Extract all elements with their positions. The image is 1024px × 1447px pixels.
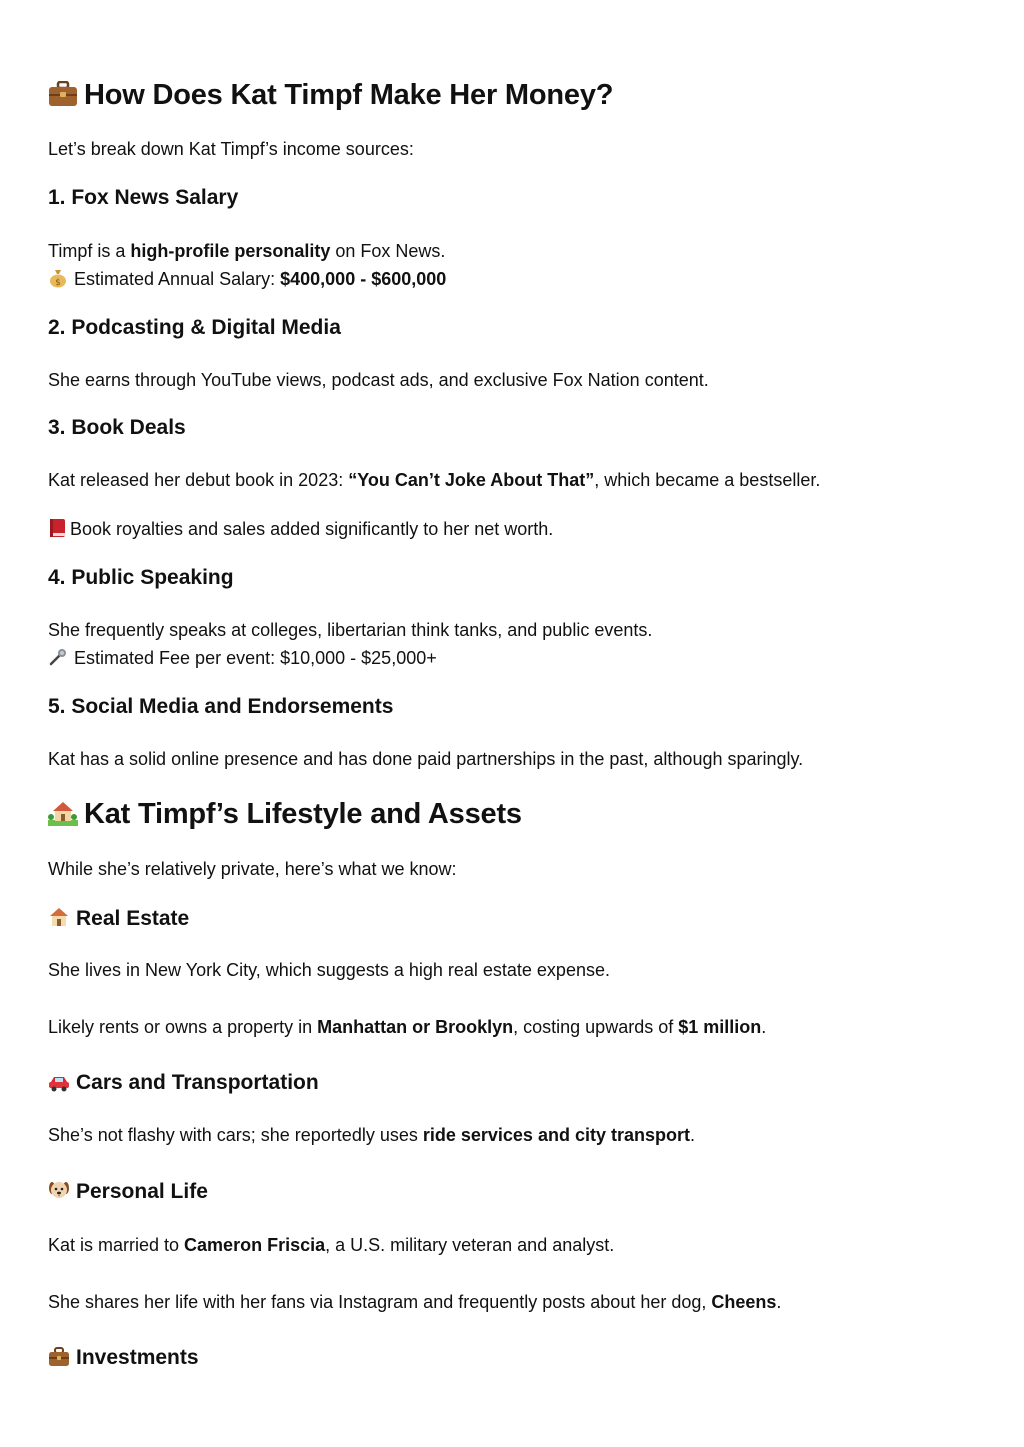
house-garden-icon xyxy=(48,798,78,826)
subheading-podcasting: 2. Podcasting & Digital Media xyxy=(48,316,341,339)
realestate-line-1: She lives in New York City, which suggests a high real estate expense. xyxy=(48,960,610,980)
fox-line-2: $ Estimated Annual Salary: $400,000 - $600,000 xyxy=(48,265,446,293)
microphone-icon xyxy=(48,647,68,667)
subheading-public-speaking: 4. Public Speaking xyxy=(48,566,234,589)
subheading-book-deals: 3. Book Deals xyxy=(48,416,186,439)
section-intro: Let’s break down Kat Timpf’s income sources: xyxy=(48,139,414,159)
podcast-text: She earns through YouTube views, podcast ads, and exclusive Fox Nation content. xyxy=(48,370,709,390)
speaking-line-1: She frequently speaks at colleges, libertarian think tanks, and public events. xyxy=(48,620,653,640)
house-icon xyxy=(48,906,70,928)
section-heading-lifestyle: Kat Timpf’s Lifestyle and Assets xyxy=(48,798,522,831)
realestate-line-2: Likely rents or owns a property in Manhattan or Brooklyn, costing upwards of $1 million. xyxy=(48,1017,767,1037)
car-icon xyxy=(48,1074,70,1092)
briefcase-icon xyxy=(48,81,78,107)
cars-line-1: She’s not flashy with cars; she reportedly uses ride services and city transport. xyxy=(48,1125,695,1145)
briefcase-icon xyxy=(48,1347,70,1367)
subheading-cars: Cars and Transportation xyxy=(48,1071,319,1095)
subheading-investments: Investments xyxy=(48,1346,199,1370)
book-line-1: Kat released her debut book in 2023: “You Can’t Joke About That”, which became a bestseller. xyxy=(48,470,821,490)
personal-line-1: Kat is married to Cameron Friscia, a U.S. military veteran and analyst. xyxy=(48,1235,615,1255)
subheading-social-media: 5. Social Media and Endorsements xyxy=(48,695,394,718)
subheading-personal-life: Personal Life xyxy=(48,1179,208,1204)
dog-icon xyxy=(48,1179,70,1201)
subheading-fox-salary: 1. Fox News Salary xyxy=(48,186,239,209)
fox-line-1: Timpf is a high-profile personality on Fox News. xyxy=(48,241,446,261)
book-icon xyxy=(48,518,66,538)
section2-intro: While she’s relatively private, here’s what we know: xyxy=(48,859,457,879)
money-bag-icon xyxy=(48,268,68,288)
social-text: Kat has a solid online presence and has done paid partnerships in the past, although sparingly. xyxy=(48,749,804,769)
svg-text:$: $ xyxy=(55,278,61,288)
subheading-real-estate: Real Estate xyxy=(48,906,189,931)
book-line-2: Book royalties and sales added significantly to her net worth. xyxy=(48,515,553,543)
section-heading-money: How Does Kat Timpf Make Her Money? xyxy=(48,79,613,112)
personal-line-2: She shares her life with her fans via Instagram and frequently posts about her dog, Cheens. xyxy=(48,1292,782,1312)
speaking-line-2: Estimated Fee per event: $10,000 - $25,000+ xyxy=(48,644,437,672)
